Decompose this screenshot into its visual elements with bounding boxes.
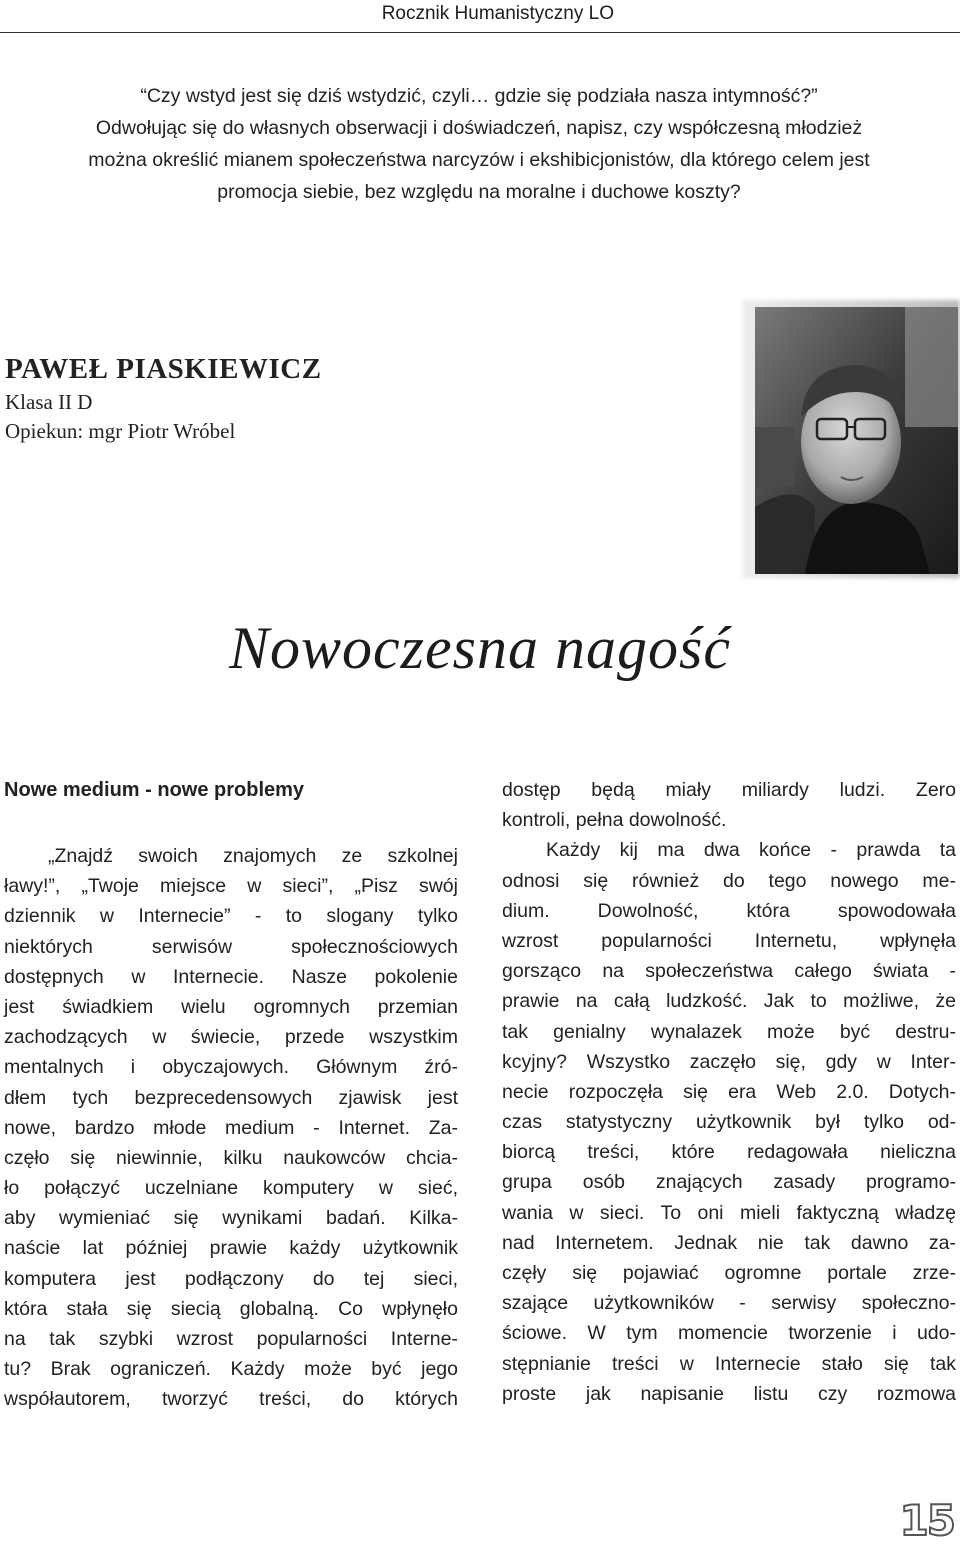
text-line: która stała się siecią globalną. Co wpłynęło [4,1297,458,1320]
text-line: częło się niewinnie, kilku naukowców chcia- [4,1146,458,1169]
text-line: stępnianie treści w Internecie stało się tak [502,1352,956,1375]
prompt-line: można określić mianem społeczeństwa narcyzów i ekshibicjonistów, dla którego celem jest [88,149,870,171]
author-block [5,350,322,446]
author-name: PAWEŁ PIASKIEWICZ [5,353,322,385]
text-line: „Znajdź swoich znajomych ze szkolnej [48,845,458,867]
text-line: dostępnych w Internecie. Nasze pokolenie [4,965,458,988]
text-line: nad Internetem. Jednak nie tak dawno za- [502,1231,956,1254]
text-line: prawie na całą ludzkość. Jak to możliwe, że [502,990,956,1013]
text-line: Każdy kij ma dwa końce - prawda ta [546,839,956,862]
article-subheading: Nowe medium - nowe problemy [4,779,305,801]
prompt-line: Odwołując się do własnych obserwacji i doświadczeń, napisz, czy współczesną młodzież [95,117,863,139]
text-line: kcyjny? Wszystko zaczęło się, gdy w Inter- [502,1050,956,1073]
text-line: ściowe. W tym momencie tworzenie i udo- [502,1322,956,1345]
text-line: biorcą treści, które redagowała nieliczna [502,1141,956,1164]
text-line: dium. Dowolność, która spowodowała [502,899,956,922]
author-photo [755,307,958,574]
author-class: Klasa II D [5,390,93,414]
text-line: szające użytkowników - serwisy społeczno- [502,1292,956,1315]
article-title: Nowoczesna nagość [229,615,731,681]
author-supervisor: Opiekun: mgr Piotr Wróbel [5,419,236,443]
text-line: naście lat później prawie każdy użytkownik [4,1237,458,1260]
text-line: zachodzących w świecie, przede wszystkim [4,1026,458,1049]
text-line: na tak szybki wzrost popularności Interne- [4,1328,458,1350]
text-line: dostęp będą miały miliardy ludzi. Zero [502,779,956,801]
text-line: necie rozpoczęła się era Web 2.0. Dotych- [502,1080,956,1103]
page-number: 15 [899,1496,954,1545]
right-column [502,775,956,1409]
text-line: proste jak napisanie listu czy rozmowa [502,1382,956,1405]
text-line: odnosi się również do tego nowego me- [502,869,956,892]
text-line: czas statystyczny użytkownik był tylko od- [502,1111,956,1134]
prompt-line: promocja siebie, bez względu na moralne i duchowe koszty? [217,181,741,203]
text-line: aby wymieniać się wynikami badań. Kilka- [4,1207,458,1230]
text-line: komputera jest podłączony do tej sieci, [4,1267,458,1290]
text-line: kontroli, pełna dowolność. [502,809,727,832]
journal-title: Rocznik Humanistyczny LO [381,3,614,24]
text-line: współautorem, tworzyć treści, do których [4,1388,458,1411]
text-line: niektórych serwisów społecznościowych [4,935,458,958]
text-line: dłem tych bezprecedensowych zjawisk jest [4,1086,458,1109]
text-line: tak genialny wynalazek może być destru- [502,1020,956,1043]
text-line: mentalnych i obyczajowych. Głównym źró- [4,1056,458,1079]
left-column [4,775,458,1415]
prompt-line: “Czy wstyd jest się dziś wstydzić, czyli… gdzie się podziała nasza intymność?” [140,85,818,107]
essay-prompt [14,80,944,208]
text-line: grupa osób znających zasady programo- [502,1171,956,1194]
text-line: ławy!”, „Twoje miejsce w sieci”, „Pisz swój [4,875,458,898]
text-line: dziennik w Internecie” - to slogany tylko [4,905,458,928]
text-line: gorsząco na społeczeństwa całego świata - [502,960,956,983]
text-line: nowe, bardzo młode medium - Internet. Za- [4,1116,458,1139]
text-line: ło połączyć uczelniane komputery w sieć, [4,1177,458,1200]
text-line: częły się pojawiać ogromne portale zrze- [502,1262,956,1284]
text-line: tu? Brak ograniczeń. Każdy może być jego [4,1358,458,1381]
text-line: wania w sieci. To oni mieli faktyczną władzę [502,1201,956,1224]
text-line: jest świadkiem wielu ogromnych przemian [4,995,458,1018]
running-header [0,0,960,33]
text-line: wzrost popularności Internetu, wpłynęła [502,929,956,952]
